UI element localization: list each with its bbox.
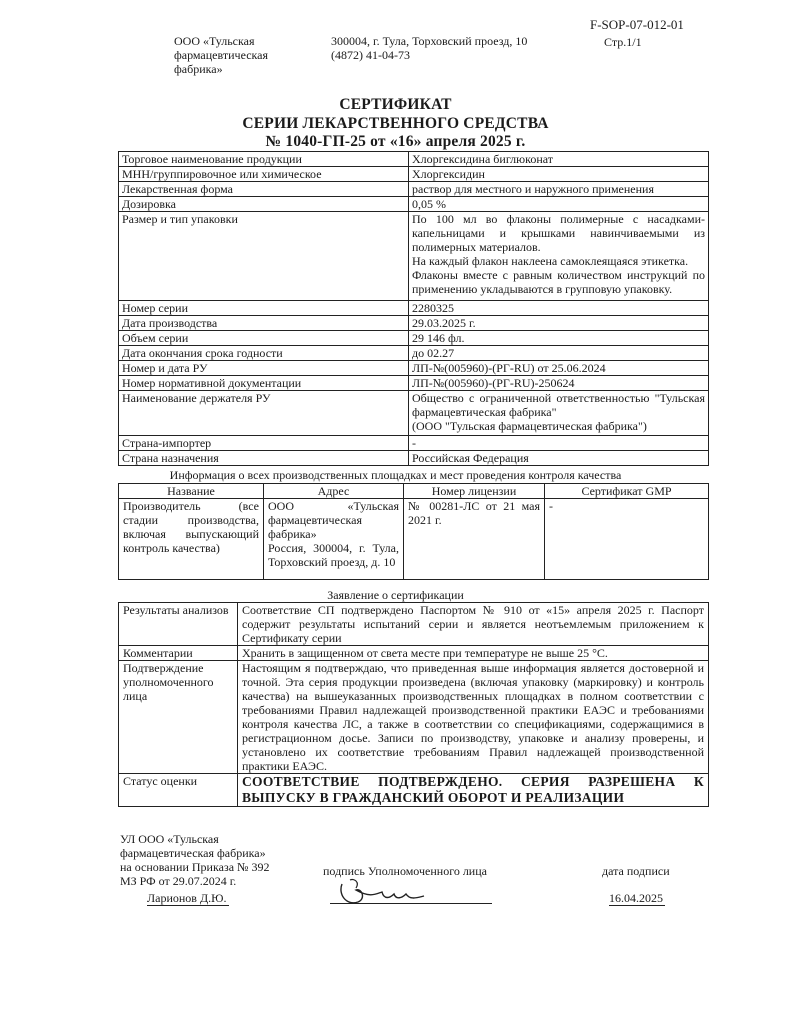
holder-text: Общество с ограниченной ответственностью "Тульская фармацевтическая фабрика" <box>412 391 705 419</box>
cell-label: Дата производства <box>119 316 409 331</box>
col-header-gmp: Сертификат GMP <box>545 484 709 499</box>
company-line: ООО «Тульская <box>174 34 255 48</box>
company-line: фармацевтическая <box>174 48 269 62</box>
authorized-person-line: на основании Приказа № 392 <box>120 860 270 874</box>
site-address <box>264 499 404 580</box>
authorized-person-line: УЛ ООО «Тульская <box>120 832 219 846</box>
signature-label: подпись Уполномоченного лица <box>323 864 487 878</box>
cell-value: 0,05 % <box>409 197 709 212</box>
results-label: Результаты анализов <box>119 603 238 646</box>
company-line: фабрика» <box>174 62 223 76</box>
site-address-line: ООО «Тульская фармацевтическая фабрика» <box>268 499 399 541</box>
status-label: Статус оценки <box>119 774 238 807</box>
table-row <box>119 361 709 376</box>
package-text: На каждый флакон наклеена самоклеящаяся этикетка. <box>412 254 689 268</box>
authorized-person <box>120 832 269 888</box>
signature-scribble <box>336 876 446 910</box>
table-row <box>119 197 709 212</box>
table-row <box>119 182 709 197</box>
site-license: № 00281-ЛС от 21 мая 2021 г. <box>404 499 545 580</box>
table-row <box>119 603 709 646</box>
cell-label: Номер серии <box>119 301 409 316</box>
statement-caption: Заявление о сертификации <box>327 588 464 602</box>
cell-label: Размер и тип упаковки <box>119 212 409 301</box>
cell-label: Дозировка <box>119 197 409 212</box>
cell-value: Российская Федерация <box>409 451 709 466</box>
product-table <box>118 151 709 466</box>
sites-caption: Информация о всех производственных площадках и мест проведения контроля качества <box>169 468 622 482</box>
table-row <box>119 346 709 361</box>
signature-date: 16.04.2025 <box>609 891 663 905</box>
table-row <box>119 774 709 807</box>
package-text: По 100 мл во флаконы полимерные с насадками-капельницами и крышками навинчиваемыми из полимерных материалов. <box>412 212 705 254</box>
company-contacts <box>331 34 527 62</box>
cell-label: Номер нормативной документации <box>119 376 409 391</box>
comments-value: Хранить в защищенном от света месте при температуре не выше 25 °С. <box>238 646 709 661</box>
cell-label: Страна-импортер <box>119 436 409 451</box>
authorized-person-line: фармацевтическая фабрика» <box>120 846 266 860</box>
col-header-address: Адрес <box>264 484 404 499</box>
cell-value: Хлоргексидина биглюконат <box>409 152 709 167</box>
doc-title: СЕРТИФИКАТ <box>339 96 452 113</box>
table-row <box>119 212 709 301</box>
table-row <box>119 646 709 661</box>
table-row <box>119 301 709 316</box>
page-number: Стр.1/1 <box>604 35 642 49</box>
company-phone: (4872) 41-04-73 <box>331 48 410 62</box>
cell-value: до 02.27 <box>409 346 709 361</box>
cell-label: МНН/группировочное или химическое <box>119 167 409 182</box>
statement-table <box>118 602 709 807</box>
confirm-label: Подтверждение уполномоченного лица <box>119 661 238 774</box>
cell-label: Страна назначения <box>119 451 409 466</box>
site-address-line: Россия, 300004, г. Тула, Торховский проезд, д. 10 <box>268 541 399 569</box>
table-row <box>119 499 709 580</box>
cell-value: 2280325 <box>409 301 709 316</box>
package-text: Флаконы вместе с равным количеством инструкций по применению укладываются в групповую упаковку. <box>412 268 705 296</box>
cell-label: Торговое наименование продукции <box>119 152 409 167</box>
table-row <box>119 661 709 774</box>
date-label: дата подписи <box>602 864 670 878</box>
cell-label: Лекарственная форма <box>119 182 409 197</box>
table-row <box>119 316 709 331</box>
company-name <box>174 34 268 76</box>
col-header-name: Название <box>119 484 264 499</box>
authorized-person-name: Ларионов Д.Ю. <box>147 891 227 905</box>
sites-table <box>118 483 709 580</box>
cell-value: раствор для местного и наружного применения <box>409 182 709 197</box>
comments-label: Комментарии <box>119 646 238 661</box>
table-row <box>119 451 709 466</box>
table-row <box>119 436 709 451</box>
site-gmp: - <box>545 499 709 580</box>
table-header-row <box>119 484 709 499</box>
cell-value: 29.03.2025 г. <box>409 316 709 331</box>
cell-value: ЛП-№(005960)-(РГ-RU) от 25.06.2024 <box>409 361 709 376</box>
results-value: Соответствие СП подтверждено Паспортом № 910 от «15» апреля 2025 г. Паспорт содержит результаты испытаний серии и является неотъемлемым приложением к Сертификату серии <box>238 603 709 646</box>
company-address: 300004, г. Тула, Торховский проезд, 10 <box>331 34 528 48</box>
col-header-license: Номер лицензии <box>404 484 545 499</box>
authorized-person-line: МЗ РФ от 29.07.2024 г. <box>120 874 237 888</box>
table-row <box>119 331 709 346</box>
cell-value: Хлоргексидин <box>409 167 709 182</box>
table-row <box>119 376 709 391</box>
table-row <box>119 391 709 436</box>
cell-value <box>409 391 709 436</box>
confirm-value: Настоящим я подтверждаю, что приведенная выше информация является достоверной и точной. Эта серия продукции произведена (включая упаковку (маркировку) и контроль качества) на вышеуказанных производственных площадках в полном соответствии с требованиями Правил надлежащей производственной практики ЕАЭС и требованиями контроля качества ЛС, а также в соответствии со спецификациями, содержащимися в регистрационном досье. Записи по производству, упаковке и анализу проверены, и установлено их соответствие требованиям Правил надлежащей производственной практики ЕАЭС. <box>238 661 709 774</box>
cell-label: Номер и дата РУ <box>119 361 409 376</box>
cell-value: ЛП-№(005960)-(РГ-RU)-250624 <box>409 376 709 391</box>
doc-subtitle: СЕРИИ ЛЕКАРСТВЕННОГО СРЕДСТВА <box>242 115 549 132</box>
cell-label: Наименование держателя РУ <box>119 391 409 436</box>
certificate-number: № 1040-ГП-25 от «16» апреля 2025 г. <box>265 133 526 150</box>
cell-label: Дата окончания срока годности <box>119 346 409 361</box>
table-row <box>119 167 709 182</box>
cell-value: 29 146 фл. <box>409 331 709 346</box>
table-row <box>119 152 709 167</box>
cell-value: - <box>409 436 709 451</box>
holder-text: (ООО "Тульская фармацевтическая фабрика") <box>412 419 647 433</box>
doc-code: F-SOP-07-012-01 <box>590 17 684 32</box>
status-value: СООТВЕТСТВИЕ ПОДТВЕРЖДЕНО. СЕРИЯ РАЗРЕШЕНА К ВЫПУСКУ В ГРАЖДАНСКИЙ ОБОРОТ И РЕАЛИЗАЦИИ <box>238 774 709 807</box>
cell-label: Объем серии <box>119 331 409 346</box>
site-name: Производитель (все стадии производства, включая выпускающий контроль качества) <box>119 499 264 580</box>
cell-value <box>409 212 709 301</box>
